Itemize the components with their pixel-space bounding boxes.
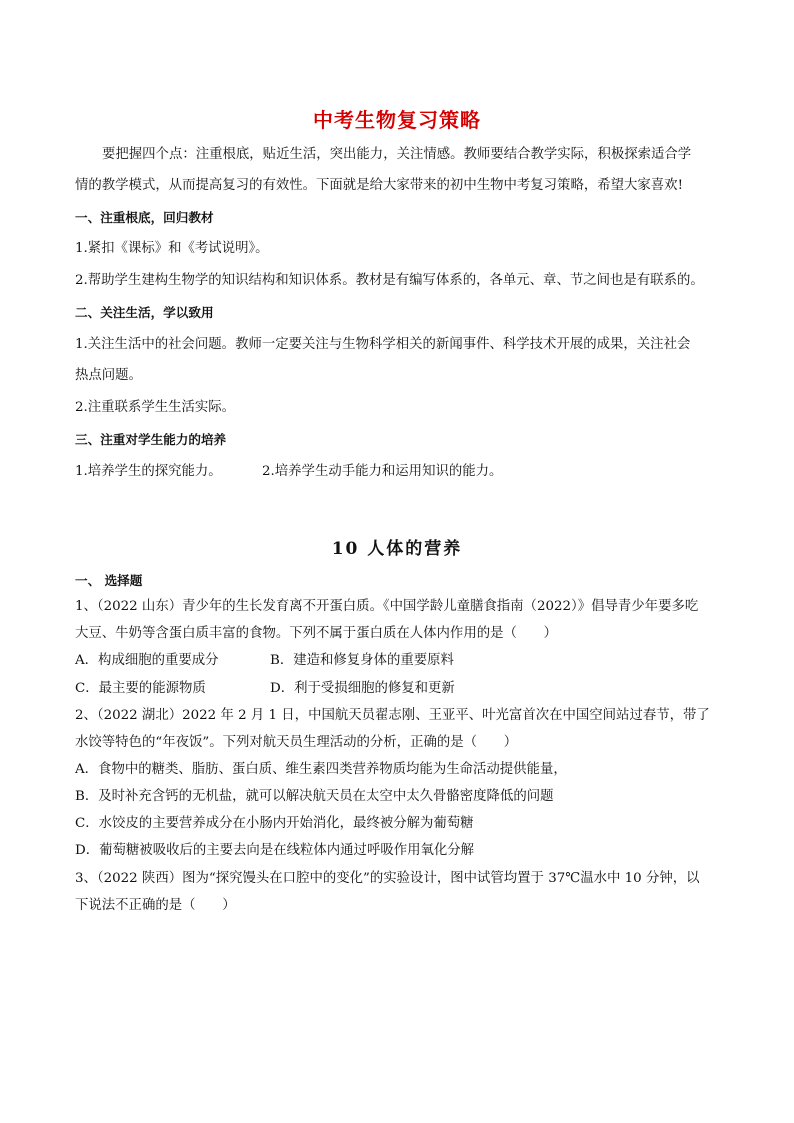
intro-line-2: 情的教学模式，从而提高复习的有效性。下面就是给大家带来的初中生物中考复习策略，希望大家喜欢! <box>75 178 683 193</box>
section-2-item-1-line-1: 1.关注生活中的社会问题。教师一定要关注与生物科学相关的新闻事件、科学技术开展的成果，关注社会 <box>75 337 691 352</box>
section-3-item-2: 2.培养学生动手能力和运用知识的能力。 <box>262 464 503 479</box>
question-3-line-2: 下说法不正确的是（ ） <box>75 898 236 913</box>
section-1-heading: 一、注重根底，回归教材 <box>75 210 214 225</box>
exam-section-heading: 一、 选择题 <box>75 573 143 588</box>
question-2-option-c: C．水饺皮的主要营养成分在小肠内开始消化，最终被分解为葡萄糖 <box>75 816 474 831</box>
question-2-option-d: D．葡萄糖被吸收后的主要去向是在线粒体内通过呼吸作用氧化分解 <box>75 843 475 858</box>
section-2-item-1-line-2: 热点问题。 <box>75 368 142 383</box>
question-2-option-b: B．及时补充含钙的无机盐，就可以解决航天员在太空中太久骨骼密度降低的问题 <box>75 789 554 804</box>
strategy-title: 中考生物复习策略 <box>313 108 481 132</box>
question-1-option-a: A．构成细胞的重要成分 <box>75 653 219 668</box>
section-3-item-1: 1.培养学生的探究能力。 <box>75 464 222 479</box>
question-3-line-1: 3、（2022 陕西）图为“探究馒头在口腔中的变化”的实验设计，图中试管均置于 37℃温水中 10 分钟，以 <box>75 871 700 886</box>
question-2-option-a: A．食物中的糖类、脂肪、蛋白质、维生素四类营养物质均能为生命活动提供能量， <box>75 762 567 777</box>
exam-title: 10 人体的营养 <box>331 539 463 559</box>
question-2-line-2: 水饺等特色的“年夜饭”。下列对航天员生理活动的分析，正确的是（ ） <box>75 735 518 750</box>
section-2-heading: 二、关注生活，学以致用 <box>75 305 214 320</box>
question-1-option-c: C．最主要的能源物质 <box>75 681 206 696</box>
question-1-line-2: 大豆、牛奶等含蛋白质丰富的食物。下列不属于蛋白质在人体内作用的是（ ） <box>75 626 558 641</box>
section-1-item-1: 1.紧扣《课标》和《考试说明》。 <box>75 241 269 256</box>
section-1-item-2: 2.帮助学生建构生物学的知识结构和知识体系。教材是有编写体系的，各单元、章、节之间也是有联系的。 <box>75 273 704 288</box>
question-1-line-1: 1、（2022 山东）青少年的生长发育离不开蛋白质。《中国学龄儿童膳食指南（2022）》倡导青少年要多吃 <box>75 599 699 614</box>
section-2-item-2: 2.注重联系学生生活实际。 <box>75 400 236 415</box>
intro-line-1: 要把握四个点：注重根底，贴近生活，突出能力，关注情感。教师要结合教学实际，积极探索适合学 <box>102 147 692 162</box>
question-3-figure-area <box>75 925 725 1105</box>
question-1-option-b: B．建造和修复身体的重要原料 <box>270 653 454 668</box>
section-3-heading: 三、注重对学生能力的培养 <box>75 432 227 447</box>
question-1-option-d: D．利于受损细胞的修复和更新 <box>270 681 455 696</box>
question-2-line-1: 2、（2022 湖北）2022 年 2 月 1 日，中国航天员翟志刚、王亚平、叶光富首次在中国空间站过春节，带了 <box>75 708 710 723</box>
